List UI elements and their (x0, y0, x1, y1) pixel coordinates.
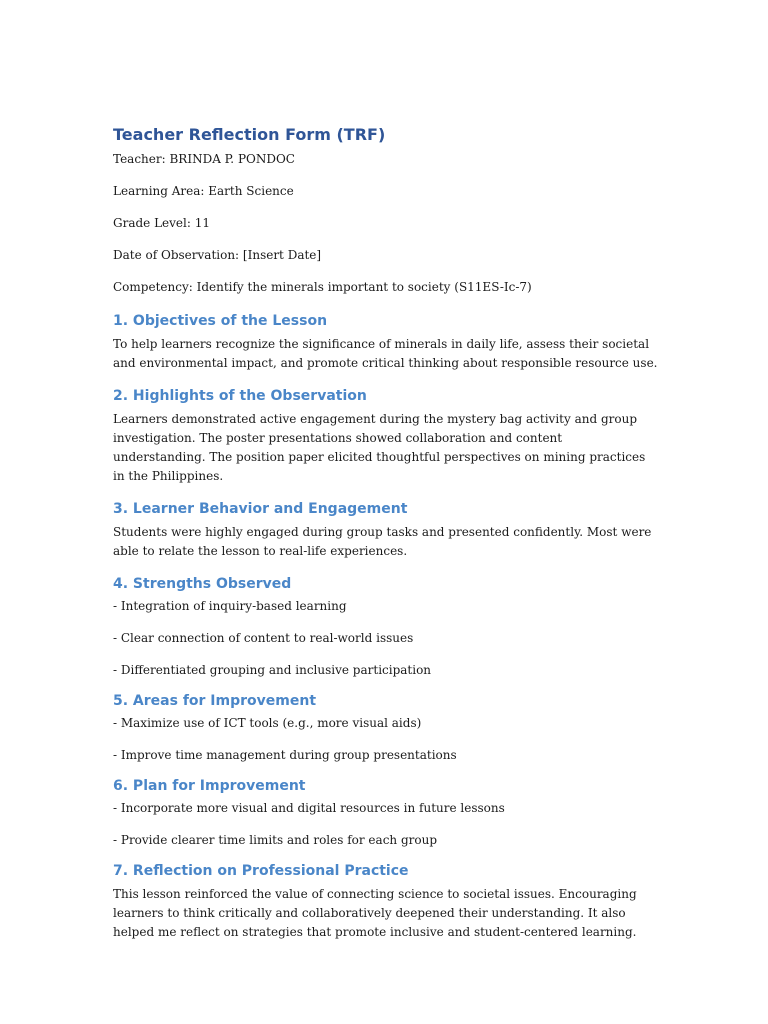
section-heading: 6. Plan for Improvement (113, 778, 306, 794)
list-item: - Integration of inquiry-based learning (113, 599, 347, 613)
grade-level-line: Grade Level: 11 (113, 216, 210, 230)
section-highlights (113, 387, 658, 486)
learning-area-line: Learning Area: Earth Science (113, 184, 294, 198)
section-strengths (113, 575, 658, 678)
section-reflection (113, 862, 658, 942)
section-heading: 3. Learner Behavior and Engagement (113, 501, 408, 517)
list-item: - Incorporate more visual and digital resources in future lessons (113, 801, 505, 815)
list-item: - Differentiated grouping and inclusive participation (113, 663, 432, 677)
list-item: - Improve time management during group presentations (113, 748, 457, 762)
section-heading: 2. Highlights of the Observation (113, 388, 367, 404)
teacher-line: Teacher: BRINDA P. PONDOC (113, 152, 295, 166)
section-plan-for-improvement (113, 777, 658, 848)
list-item: - Clear connection of content to real-world issues (113, 631, 414, 645)
section-learner-behavior (113, 500, 658, 561)
section-body: To help learners recognize the significance of minerals in daily life, assess their societal and environmental impact, and promote critical thinking about responsible resource use. (113, 337, 658, 370)
section-heading: 5. Areas for Improvement (113, 693, 317, 709)
section-heading: 1. Objectives of the Lesson (113, 313, 328, 329)
section-heading: 4. Strengths Observed (113, 576, 292, 592)
document-page (113, 124, 658, 942)
section-body: Learners demonstrated active engagement during the mystery bag activity and group investigation. The poster presentations showed collaboration and content understanding. The position paper elicited thoughtful perspectives on mining practices in the Philippines. (113, 412, 646, 483)
section-body: This lesson reinforced the value of connecting science to societal issues. Encouraging learners to think critically and collaboratively deepened their understanding. It also helped me reflect on strategies that promote inclusive and student-centered learning. (113, 887, 637, 939)
section-body: Students were highly engaged during group tasks and presented confidently. Most were able to relate the lesson to real-life experiences. (113, 525, 652, 558)
section-objectives (113, 312, 658, 373)
section-heading: 7. Reflection on Professional Practice (113, 863, 409, 879)
list-item: - Maximize use of ICT tools (e.g., more visual aids) (113, 716, 422, 730)
section-areas-for-improvement (113, 692, 658, 763)
document-title: Teacher Reflection Form (TRF) (113, 125, 386, 144)
list-item: - Provide clearer time limits and roles for each group (113, 833, 438, 847)
competency-line: Competency: Identify the minerals important to society (S11ES-Ic-7) (113, 280, 532, 294)
observation-date-line: Date of Observation: [Insert Date] (113, 248, 322, 262)
